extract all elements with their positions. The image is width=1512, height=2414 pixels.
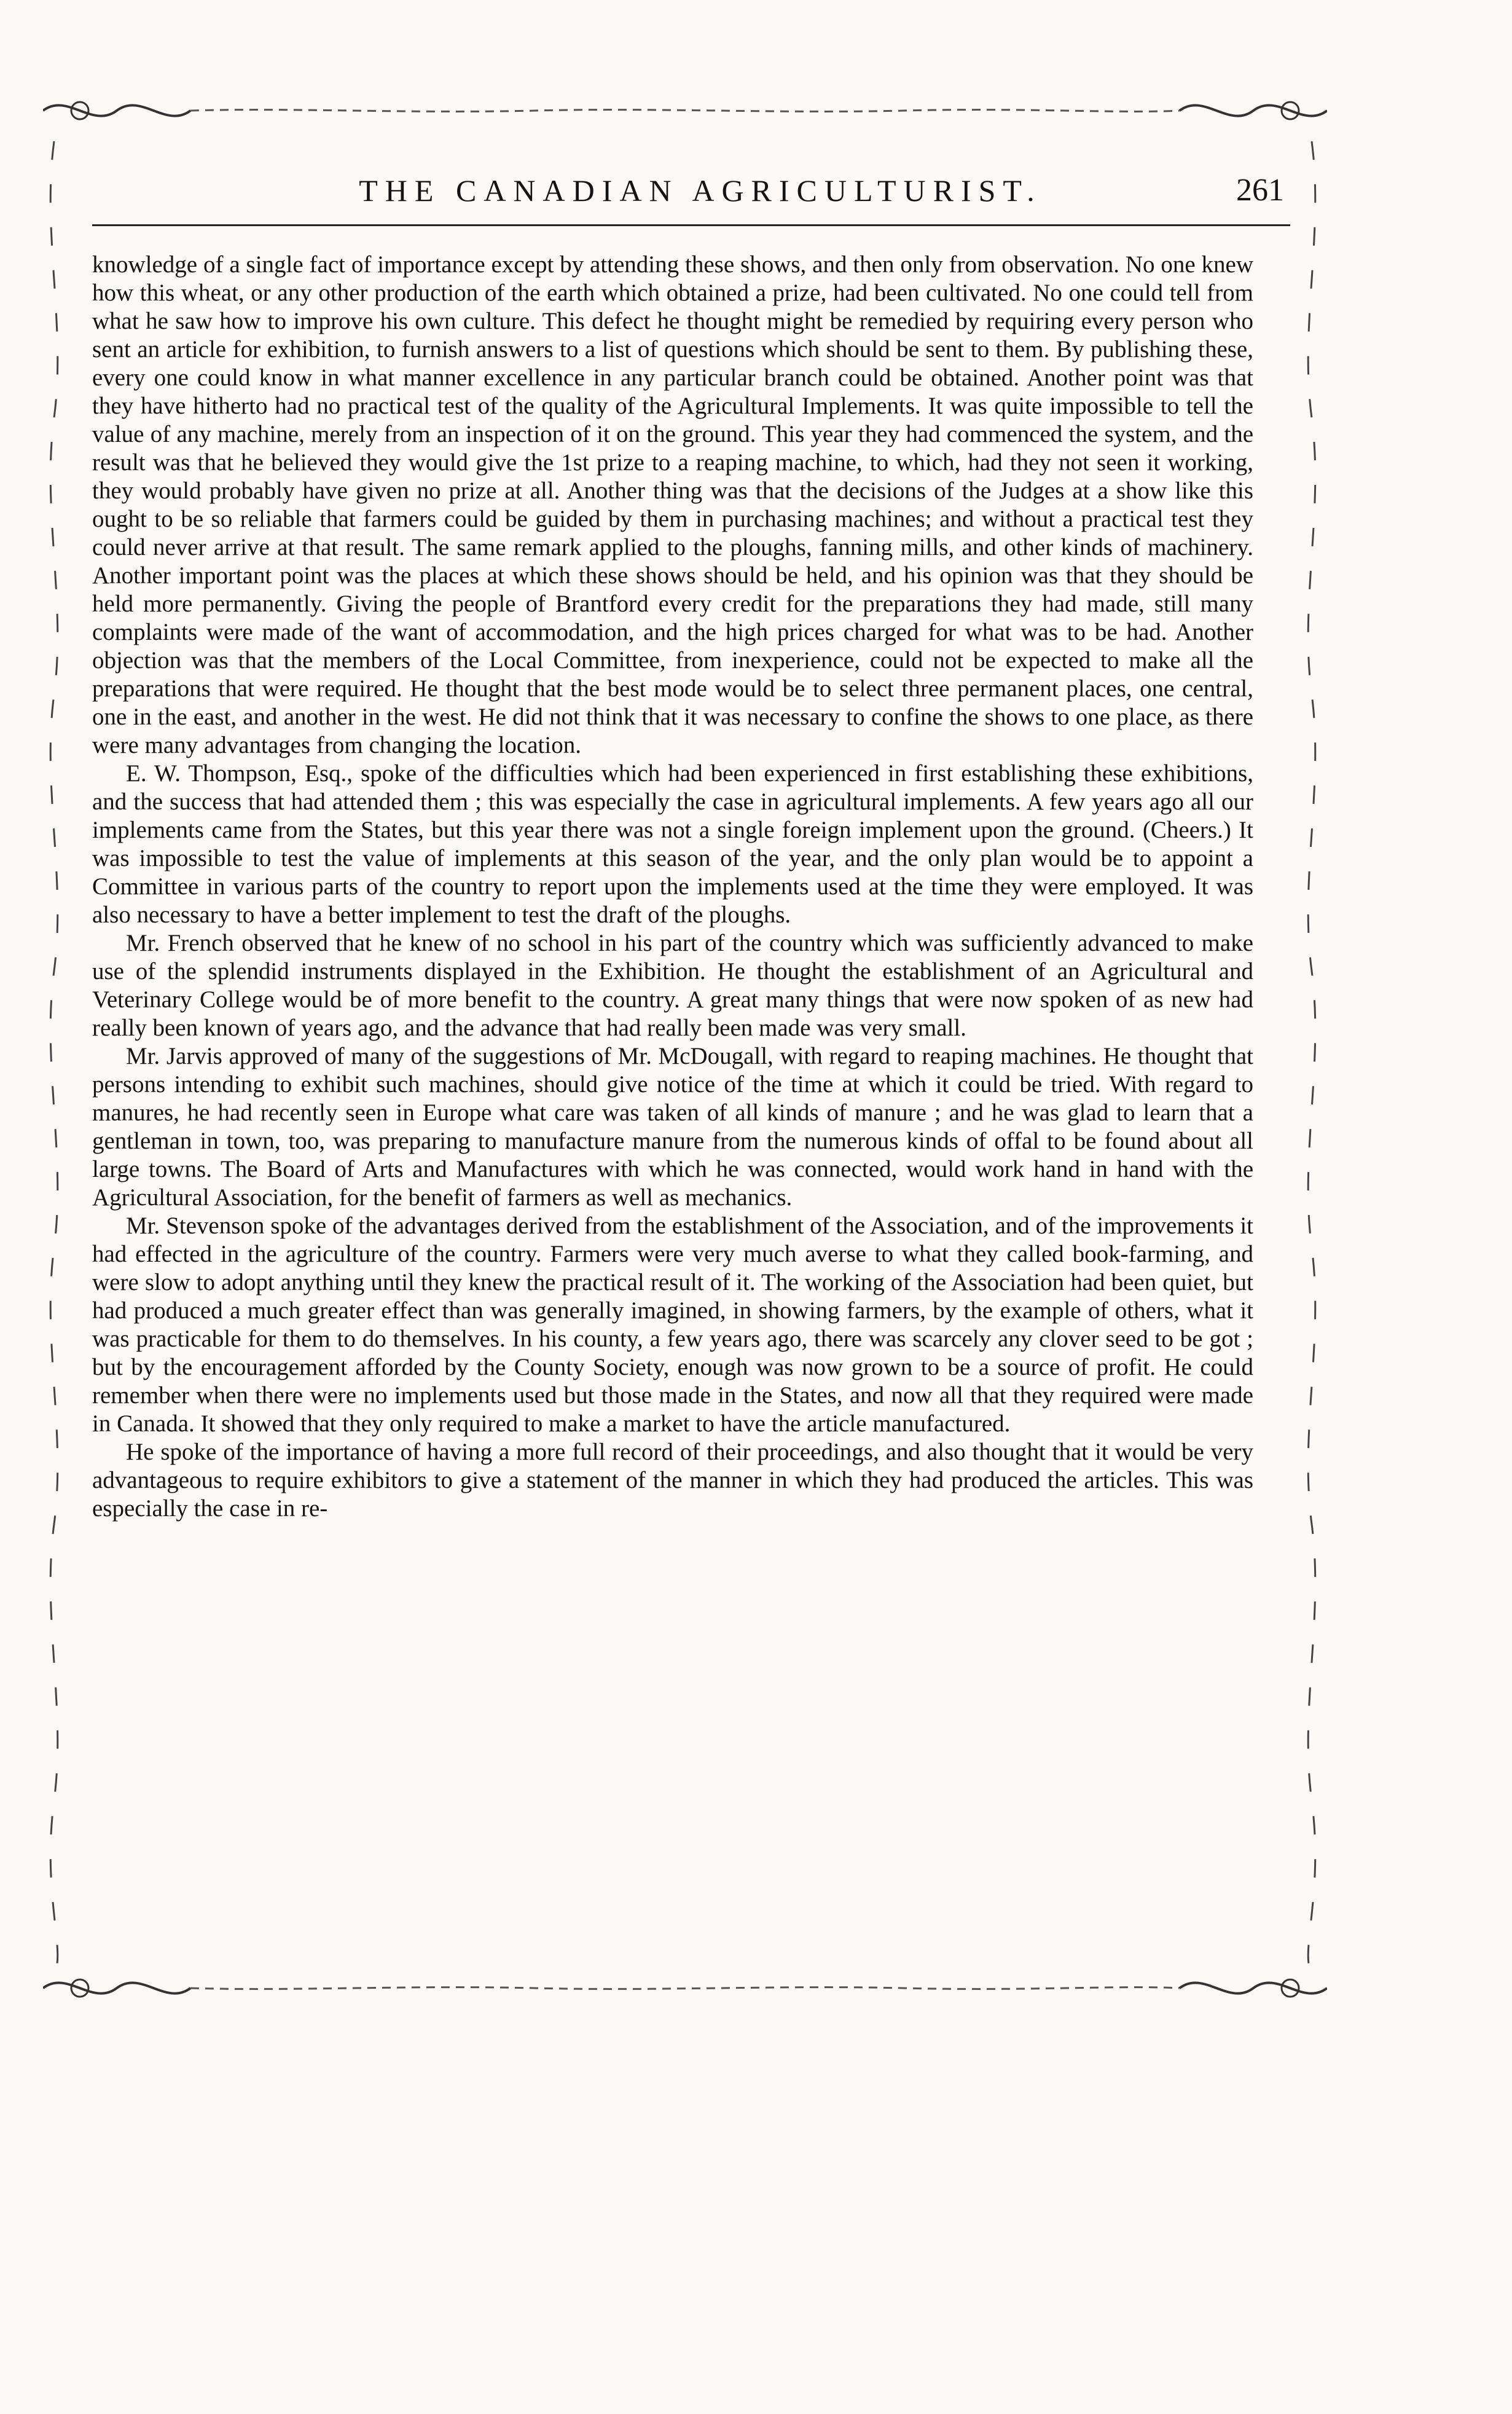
bottom-scroll-ornament <box>43 1970 1327 2007</box>
right-vine-border <box>1299 141 1324 1973</box>
page-header <box>117 166 1284 215</box>
paragraph: Mr. Stevenson spoke of the advantages derived from the establishment of the Association, and of the improvements it had effected in the agriculture of the country. Farmers were very much averse to what they called book-farming, and were slow to adopt anything until they knew the practical result of it. The working of the Association had been quiet, but had produced a much greater effect than was generally imagined, in showing farmers, by the example of others, what it was practicable for them to do themselves. In his county, a few years ago, there was scarcely any clover seed to be got ; but by the encouragement afforded by the County Society, enough was now grown to be a source of profit. He could remember when there were no implements used but those made in the States, and now all that they required were made in Canada. It showed that they only required to make a market to have the article manufactured. <box>92 1213 1253 1437</box>
running-head: THE CANADIAN AGRICULTURIST. <box>359 173 1042 208</box>
article-body <box>92 251 1253 1523</box>
paragraph: knowledge of a single fact of importance except by attending these shows, and then only from observation. No one knew how this wheat, or any other production of the earth which obtained a prize, had been cultivated. No one could tell from what he saw how to improve his own culture. This defect he thought might be remedied by requiring every person who sent an article for exhibition, to furnish answers to a list of questions which should be sent to them. By publishing these, every one could know in what manner excellence in any particular branch could be obtained. Another point was that they have hitherto had no practical test of the quality of the Agricultural Implements. It was quite impossible to tell the value of any machine, merely from an inspection of it on the ground. This year they had commenced the system, and the result was that he believed they would give the 1st prize to a reaping machine, to which, had they not seen it working, they would probably have given no prize at all. Another thing was that the decisions of the Judges at a show like this ought to be so reliable that farmers could be guided by them in purchasing machines; and without a practical test they could never arrive at that result. The same remark applied to the ploughs, fanning mills, and other kinds of machinery. Another important point was the places at which these shows should be held, and his opinion was that they should be held more permanently. Giving the people of Brantford every credit for the preparations they had made, still many complaints were made of the want of accommodation, and the high prices charged for what was to be had. Another objection was that the members of the Local Committee, from inexperience, could not be expected to make all the preparations that were required. He thought that the best mode would be to select three permanent places, one central, one in the east, and another in the west. He did not think that it was necessary to confine the shows to one place, as there were many advantages from changing the location. <box>92 251 1253 758</box>
paragraph: He spoke of the importance of having a more full record of their proceedings, and also thought that it would be very advantageous to require exhibitors to give a statement of the manner in which they had produced the articles. This was especially the case in re- <box>92 1439 1253 1522</box>
paragraph: E. W. Thompson, Esq., spoke of the difficulties which had been experienced in first establishing these exhibitions, and the success that had attended them ; this was especially the case in agricultural implements. A few years ago all our implements came from the States, but this year there was not a single foreign implement upon the ground. (Cheers.) It was impossible to test the value of implements at this season of the year, and the only plan would be to appoint a Committee in various parts of the country to report upon the implements used at the time they were employed. It was also necessary to have a better implement to test the draft of the ploughs. <box>92 760 1253 928</box>
left-vine-border <box>42 141 66 1973</box>
paragraph: Mr. Jarvis approved of many of the suggestions of Mr. McDougall, with regard to reaping machines. He thought that persons intending to exhibit such machines, should give notice of the time at which it could be tried. With regard to manures, he had recently seen in Europe what care was taken of all kinds of manure ; and he was glad to learn that a gentleman in town, too, was preparing to manufacture manure from the numerous kinds of offal to be found about all large towns. The Board of Arts and Manufactures with which he was connected, would work hand in hand with the Agricultural Association, for the benefit of farmers as well as mechanics. <box>92 1043 1253 1211</box>
page-number: 261 <box>1236 173 1284 208</box>
paragraph: Mr. French observed that he knew of no school in his part of the country which was sufficiently advanced to make use of the splendid instruments displayed in the Exhibition. He thought the establishment of an Agricultural and Veterinary College would be of more benefit to the country. A great many things that were now spoken of as new had really been known of years ago, and the advance that had really been made was very small. <box>92 930 1253 1041</box>
top-scroll-ornament <box>43 92 1327 129</box>
header-rule <box>92 224 1290 226</box>
